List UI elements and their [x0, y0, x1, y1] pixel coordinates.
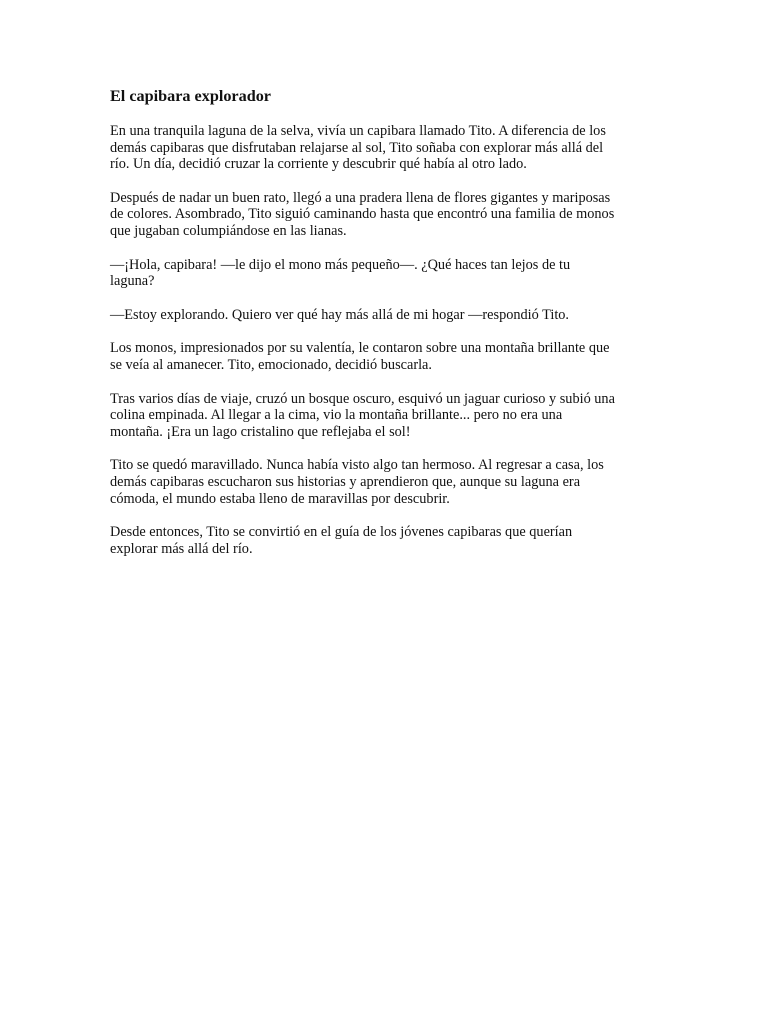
paragraph-line: cómoda, el mundo estaba lleno de maravillas por descubrir.: [110, 490, 450, 507]
paragraph-line: En una tranquila laguna de la selva, vivía un capibara llamado Tito. A diferencia de los: [110, 123, 606, 139]
paragraph-line: laguna?: [110, 273, 155, 290]
paragraph-line: colina empinada. Al llegar a la cima, vio la montaña brillante... pero no era una: [110, 407, 563, 424]
story-paragraph: [110, 257, 670, 290]
paragraph-line: Desde entonces, Tito se convirtió en el guía de los jóvenes capibaras que querían: [110, 524, 573, 541]
document-title: El capibara explorador: [110, 87, 271, 105]
paragraph-line: se veía al amanecer. Tito, emocionado, decidió buscarla.: [110, 356, 432, 373]
paragraph-line: demás capibaras que disfrutaban relajarse al sol, Tito soñaba con explorar más allá del: [110, 139, 604, 156]
story-paragraph: [110, 457, 670, 507]
paragraph-line: demás capibaras escucharon sus historias y aprendieron que, aunque su laguna era: [110, 473, 581, 490]
story-paragraph: [110, 391, 670, 441]
paragraph-line: río. Un día, decidió cruzar la corriente y descubrir qué había al otro lado.: [110, 156, 527, 173]
paragraph-line: Tito se quedó maravillado. Nunca había visto algo tan hermoso. Al regresar a casa, los: [110, 457, 604, 474]
paragraph-line: Después de nadar un buen rato, llegó a una pradera llena de flores gigantes y mariposas: [110, 189, 611, 206]
paragraph-line: que jugaban columpiándose en las lianas.: [110, 222, 347, 239]
document-page: [110, 86, 670, 557]
paragraph-line: explorar más allá del río.: [110, 540, 253, 557]
story-paragraph: [110, 190, 670, 240]
paragraph-line: Los monos, impresionados por su valentía, le contaron sobre una montaña brillante que: [110, 340, 610, 357]
story-body: [110, 123, 670, 557]
paragraph-line: Tras varios días de viaje, cruzó un bosque oscuro, esquivó un jaguar curioso y subió una: [110, 390, 615, 407]
story-paragraph: [110, 123, 670, 173]
story-paragraph: [110, 340, 670, 373]
paragraph-line: —Estoy explorando. Quiero ver qué hay más allá de mi hogar —respondió Tito.: [110, 306, 570, 323]
story-paragraph: [110, 307, 670, 324]
story-paragraph: [110, 524, 670, 557]
paragraph-line: —¡Hola, capibara! —le dijo el mono más pequeño—. ¿Qué haces tan lejos de tu: [110, 256, 571, 273]
paragraph-line: montaña. ¡Era un lago cristalino que reflejaba el sol!: [110, 423, 411, 440]
paragraph-line: de colores. Asombrado, Tito siguió caminando hasta que encontró una familia de monos: [110, 206, 615, 223]
